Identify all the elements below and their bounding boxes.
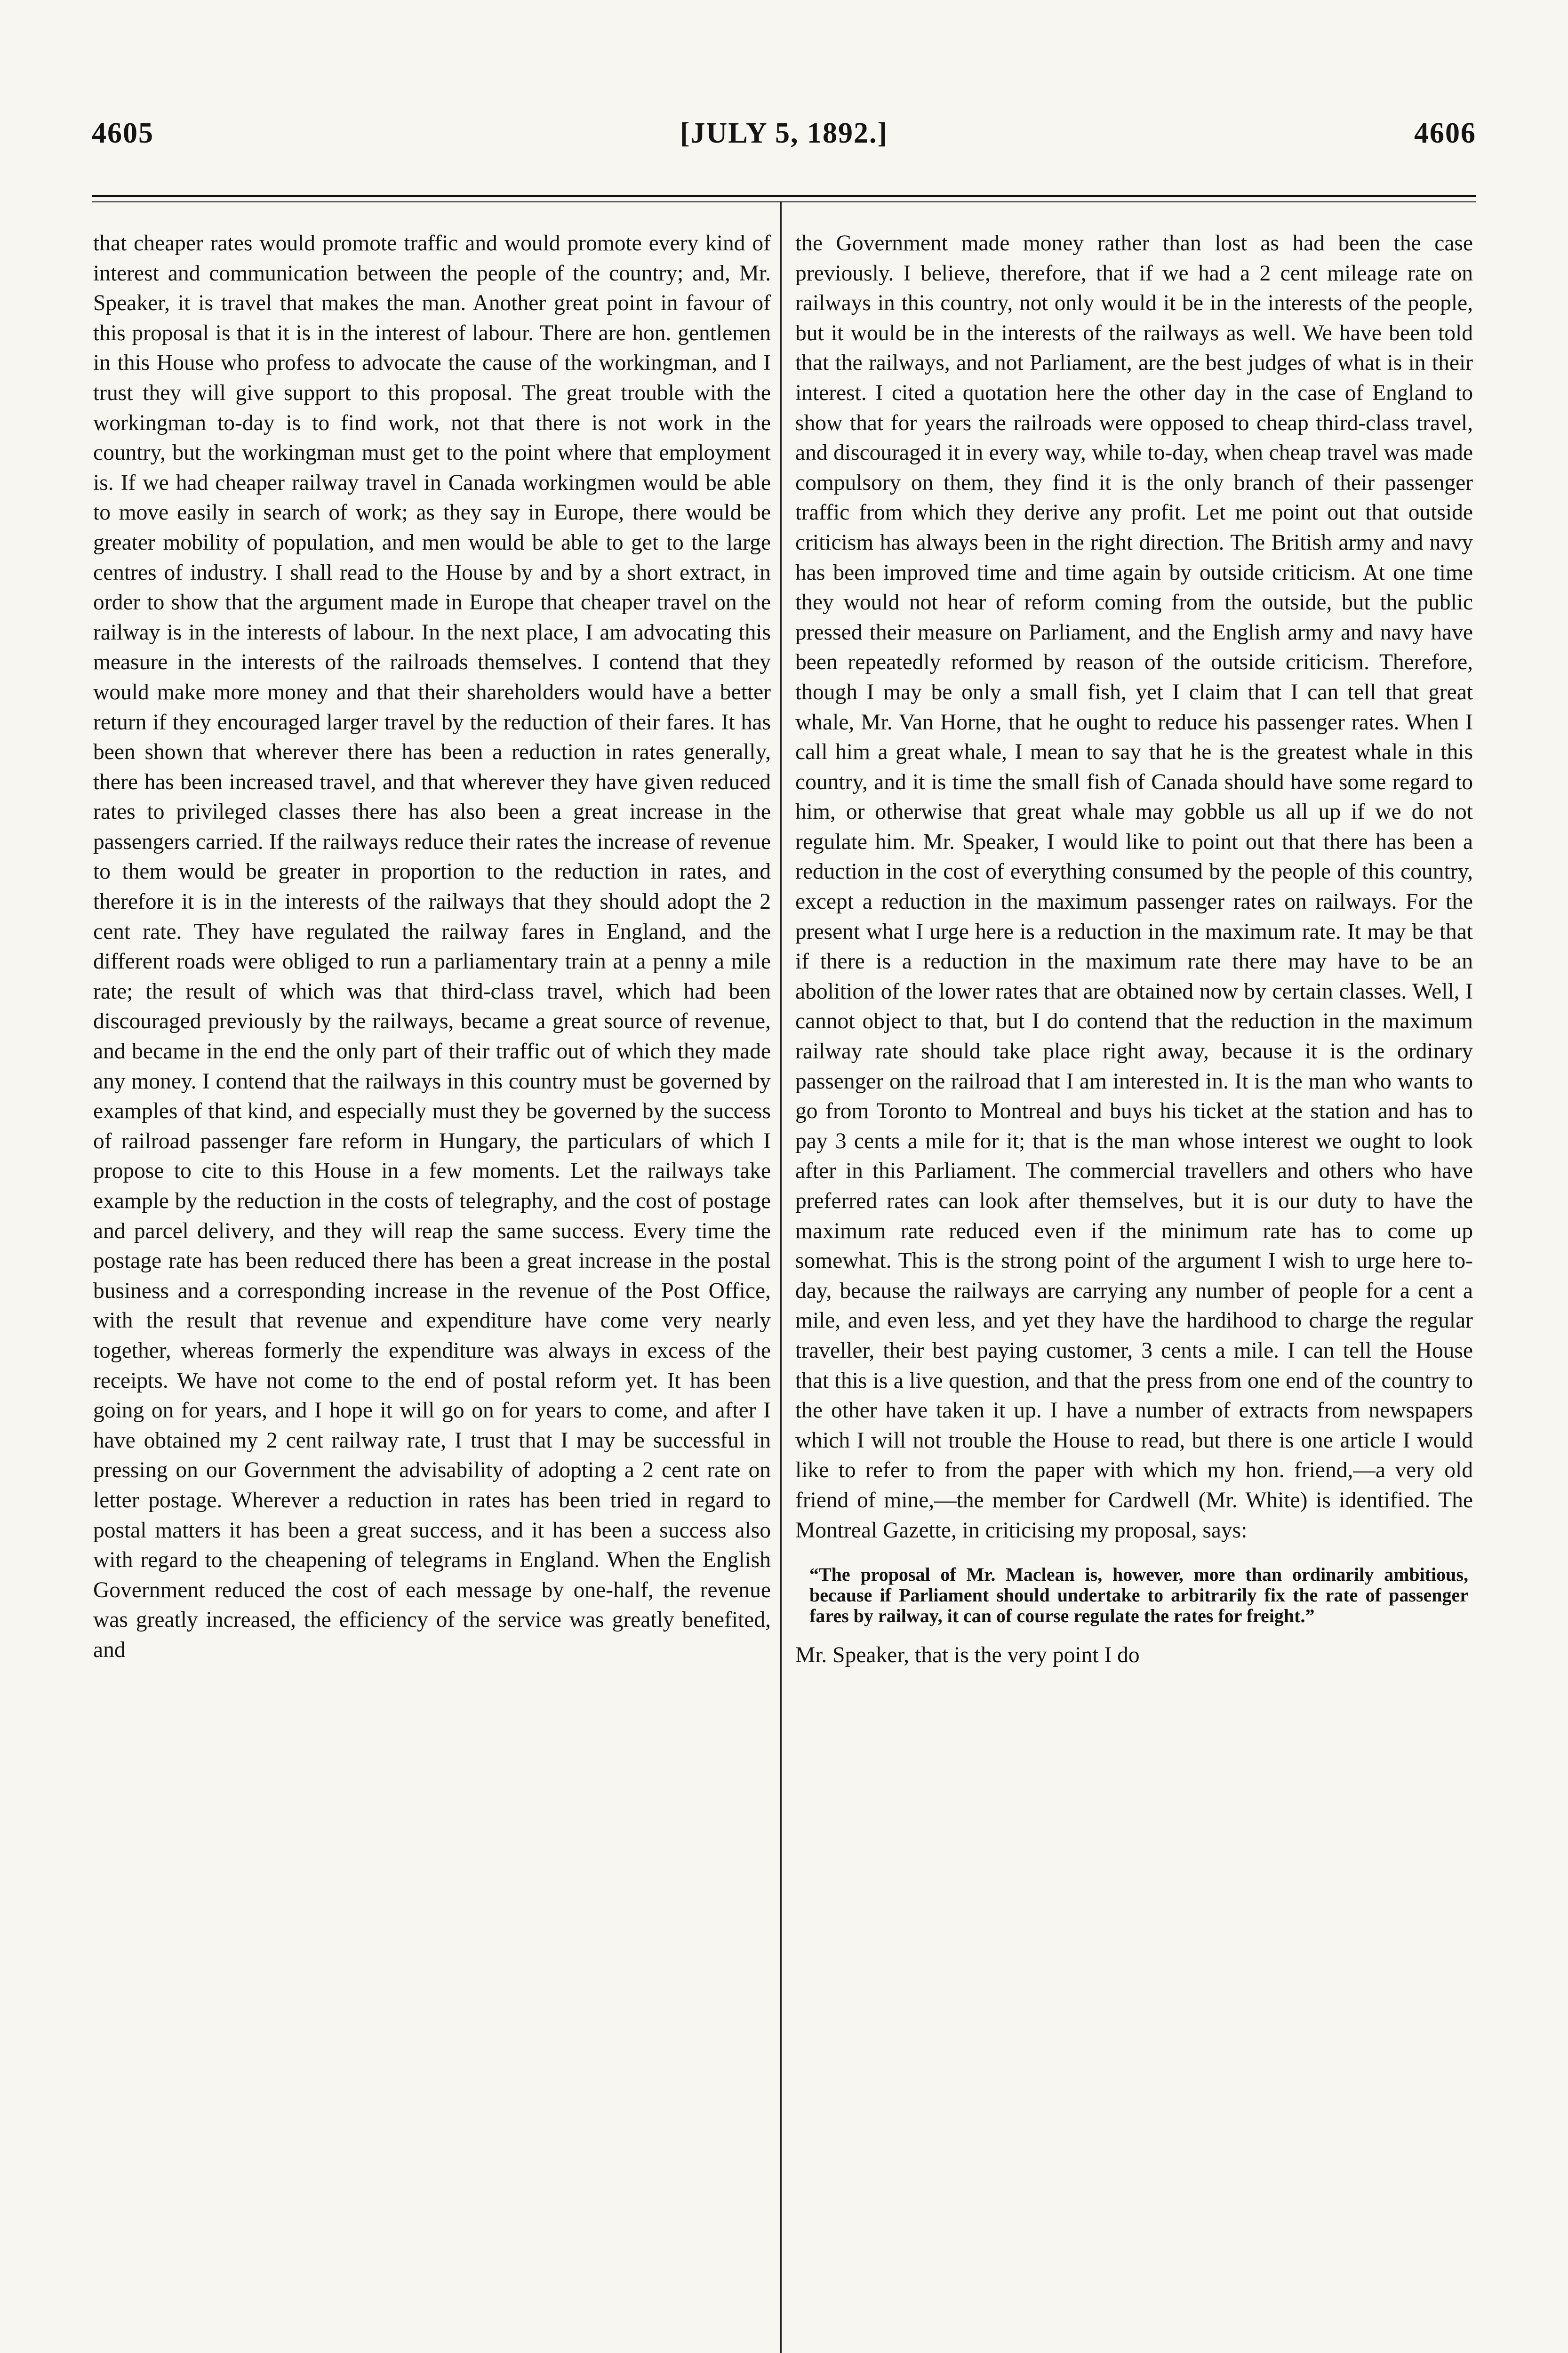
left-column [93,229,771,1665]
page-number-left: 4605 [92,117,154,149]
right-column [795,229,1473,1671]
left-column-paragraph: that cheaper rates would promote traffic and would promote every kind of interest and communication between the people of the country; and, Mr. Speaker, it is travel that makes the man. Another great point in favour of this proposal is that it is in the interest of labour. There are hon. gentlemen in this House who profess to advocate the cause of the workingman, and I trust they will give support to this proposal. The great trouble with the workingman to-day is to find work, not that there is not work in the country, but the workingman must get to the point where that employment is. If we had cheaper railway travel in Canada workingmen would be able to move easily in search of work; as they say in Europe, there would be greater mobility of population, and men would be able to get to the large centres of industry. I shall read to the House by and by a short extract, in order to show that the argument made in Europe that cheaper travel on the railway is in the interests of labour. In the next place, I am advocating this measure in the interests of the railroads themselves. I contend that they would make more money and that their shareholders would have a better return if they encouraged larger travel by the reduction of their fares. It has been shown that wherever there has been a reduction in rates generally, there has been increased travel, and that wherever they have given reduced rates to privileged classes there has also been a great increase in the passengers carried. If the railways reduce their rates the increase of revenue to them would be greater in proportion to the reduction in rates, and therefore it is in the interests of the railways that they should adopt the 2 cent rate. They have regulated the railway fares in England, and the different roads were obliged to run a parliamentary train at a penny a mile rate; the result of which was that third-class travel, which had been discouraged previously by the railways, became a great source of revenue, and became in the end the only part of their traffic out of which they made any money. I contend that the railways in this country must be governed by examples of that kind, and especially must they be governed by the success of railroad passenger fare reform in Hungary, the particulars of which I propose to cite to this House in a few moments. Let the railways take example by the reduction in the costs of telegraphy, and the cost of postage and parcel delivery, and they will reap the same success. Every time the postage rate has been reduced there has been a great increase in the postal business and a corresponding increase in the revenue of the Post Office, with the result that revenue and expenditure have come very nearly together, whereas formerly the expenditure was always in excess of the receipts. We have not come to the end of postal reform yet. It has been going on for years, and I hope it will go on for years to come, and after I have obtained my 2 cent railway rate, I trust that I may be successful in pressing on our Government the advisability of adopting a 2 cent rate on letter postage. Wherever a reduction in rates has been tried in regard to postal matters it has been a great success, and it has been a success also with regard to the cheapening of telegrams in England. When the English Government reduced the cost of each message by one-half, the revenue was greatly increased, the efficiency of the service was greatly benefited, and [93,231,771,1662]
page-number-right: 4606 [1414,117,1476,149]
block-quote: “The proposal of Mr. Maclean is, however, more than ordinarily ambitious, because if Parliament should undertake to arbitrarily fix the rate of passenger fares by railway, it can of course regulate the rates for freight.” [809,1564,1468,1627]
column-divider [780,202,782,2353]
header-rule-thick [92,195,1476,197]
page-date: [JULY 5, 1892.] [680,117,888,149]
closing-line: Mr. Speaker, that is the very point I do [795,1643,1140,1668]
right-column-paragraph: the Government made money rather than lost as had been the case previously. I believe, therefore, that if we had a 2 cent mileage rate on railways in this country, not only would it be in the interests of the people, but it would be in the interests of the railways as well. We have been told that the railways, and not Parliament, are the best judges of what is in their interest. I cited a quotation here the other day in the case of England to show that for years the railroads were opposed to cheap third-class travel, and discouraged it in every way, while to-day, when cheap travel was made compulsory on them, they find it is the only branch of their passenger traffic from which they derive any profit. Let me point out that outside criticism has always been in the right direction. The British army and navy has been improved time and time again by outside criticism. At one time they would not hear of reform coming from the outside, but the public pressed their measure on Parliament, and the English army and navy have been repeatedly reformed by reason of the outside criticism. Therefore, though I may be only a small fish, yet I claim that I can tell that great whale, Mr. Van Horne, that he ought to reduce his passenger rates. When I call him a great whale, I mean to say that he is the greatest whale in this country, and it is time the small fish of Canada should have some regard to him, or otherwise that great whale may gobble us all up if we do not regulate him. Mr. Speaker, I would like to point out that there has been a reduction in the cost of everything consumed by the people of this country, except a reduction in the maximum passenger rates on railways. For the present what I urge here is a reduction in the maximum rate. It may be that if there is a reduction in the maximum rate there may have to be an abolition of the lower rates that are obtained now by certain classes. Well, I cannot object to that, but I do contend that the reduction in the maximum railway rate should take place right away, because it is the ordinary passenger on the railroad that I am interested in. It is the man who wants to go from Toronto to Montreal and buys his ticket at the station and has to pay 3 cents a mile for it; that is the man whose interest we ought to look after in this Parliament. The commercial travellers and others who have preferred rates can look after themselves, but it is our duty to have the maximum rate reduced even if the minimum rate has to come up somewhat. This is the strong point of the argument I wish to urge here to-day, because the railways are carrying any number of people for a cent a mile, and even less, and yet they have the hardihood to charge the regular traveller, their best paying customer, 3 cents a mile. I can tell the House that this is a live question, and that the press from one end of the country to the other have taken it up. I have a number of extracts from newspapers which I will not trouble the House to read, but there is one article I would like to refer to from the paper with which my hon. friend,—a very old friend of mine,—the member for Cardwell (Mr. White) is identified. The Montreal Gazette, in criticising my proposal, says: [795,231,1473,1543]
page-header [0,117,1568,173]
header-rule-thin [92,201,1476,202]
